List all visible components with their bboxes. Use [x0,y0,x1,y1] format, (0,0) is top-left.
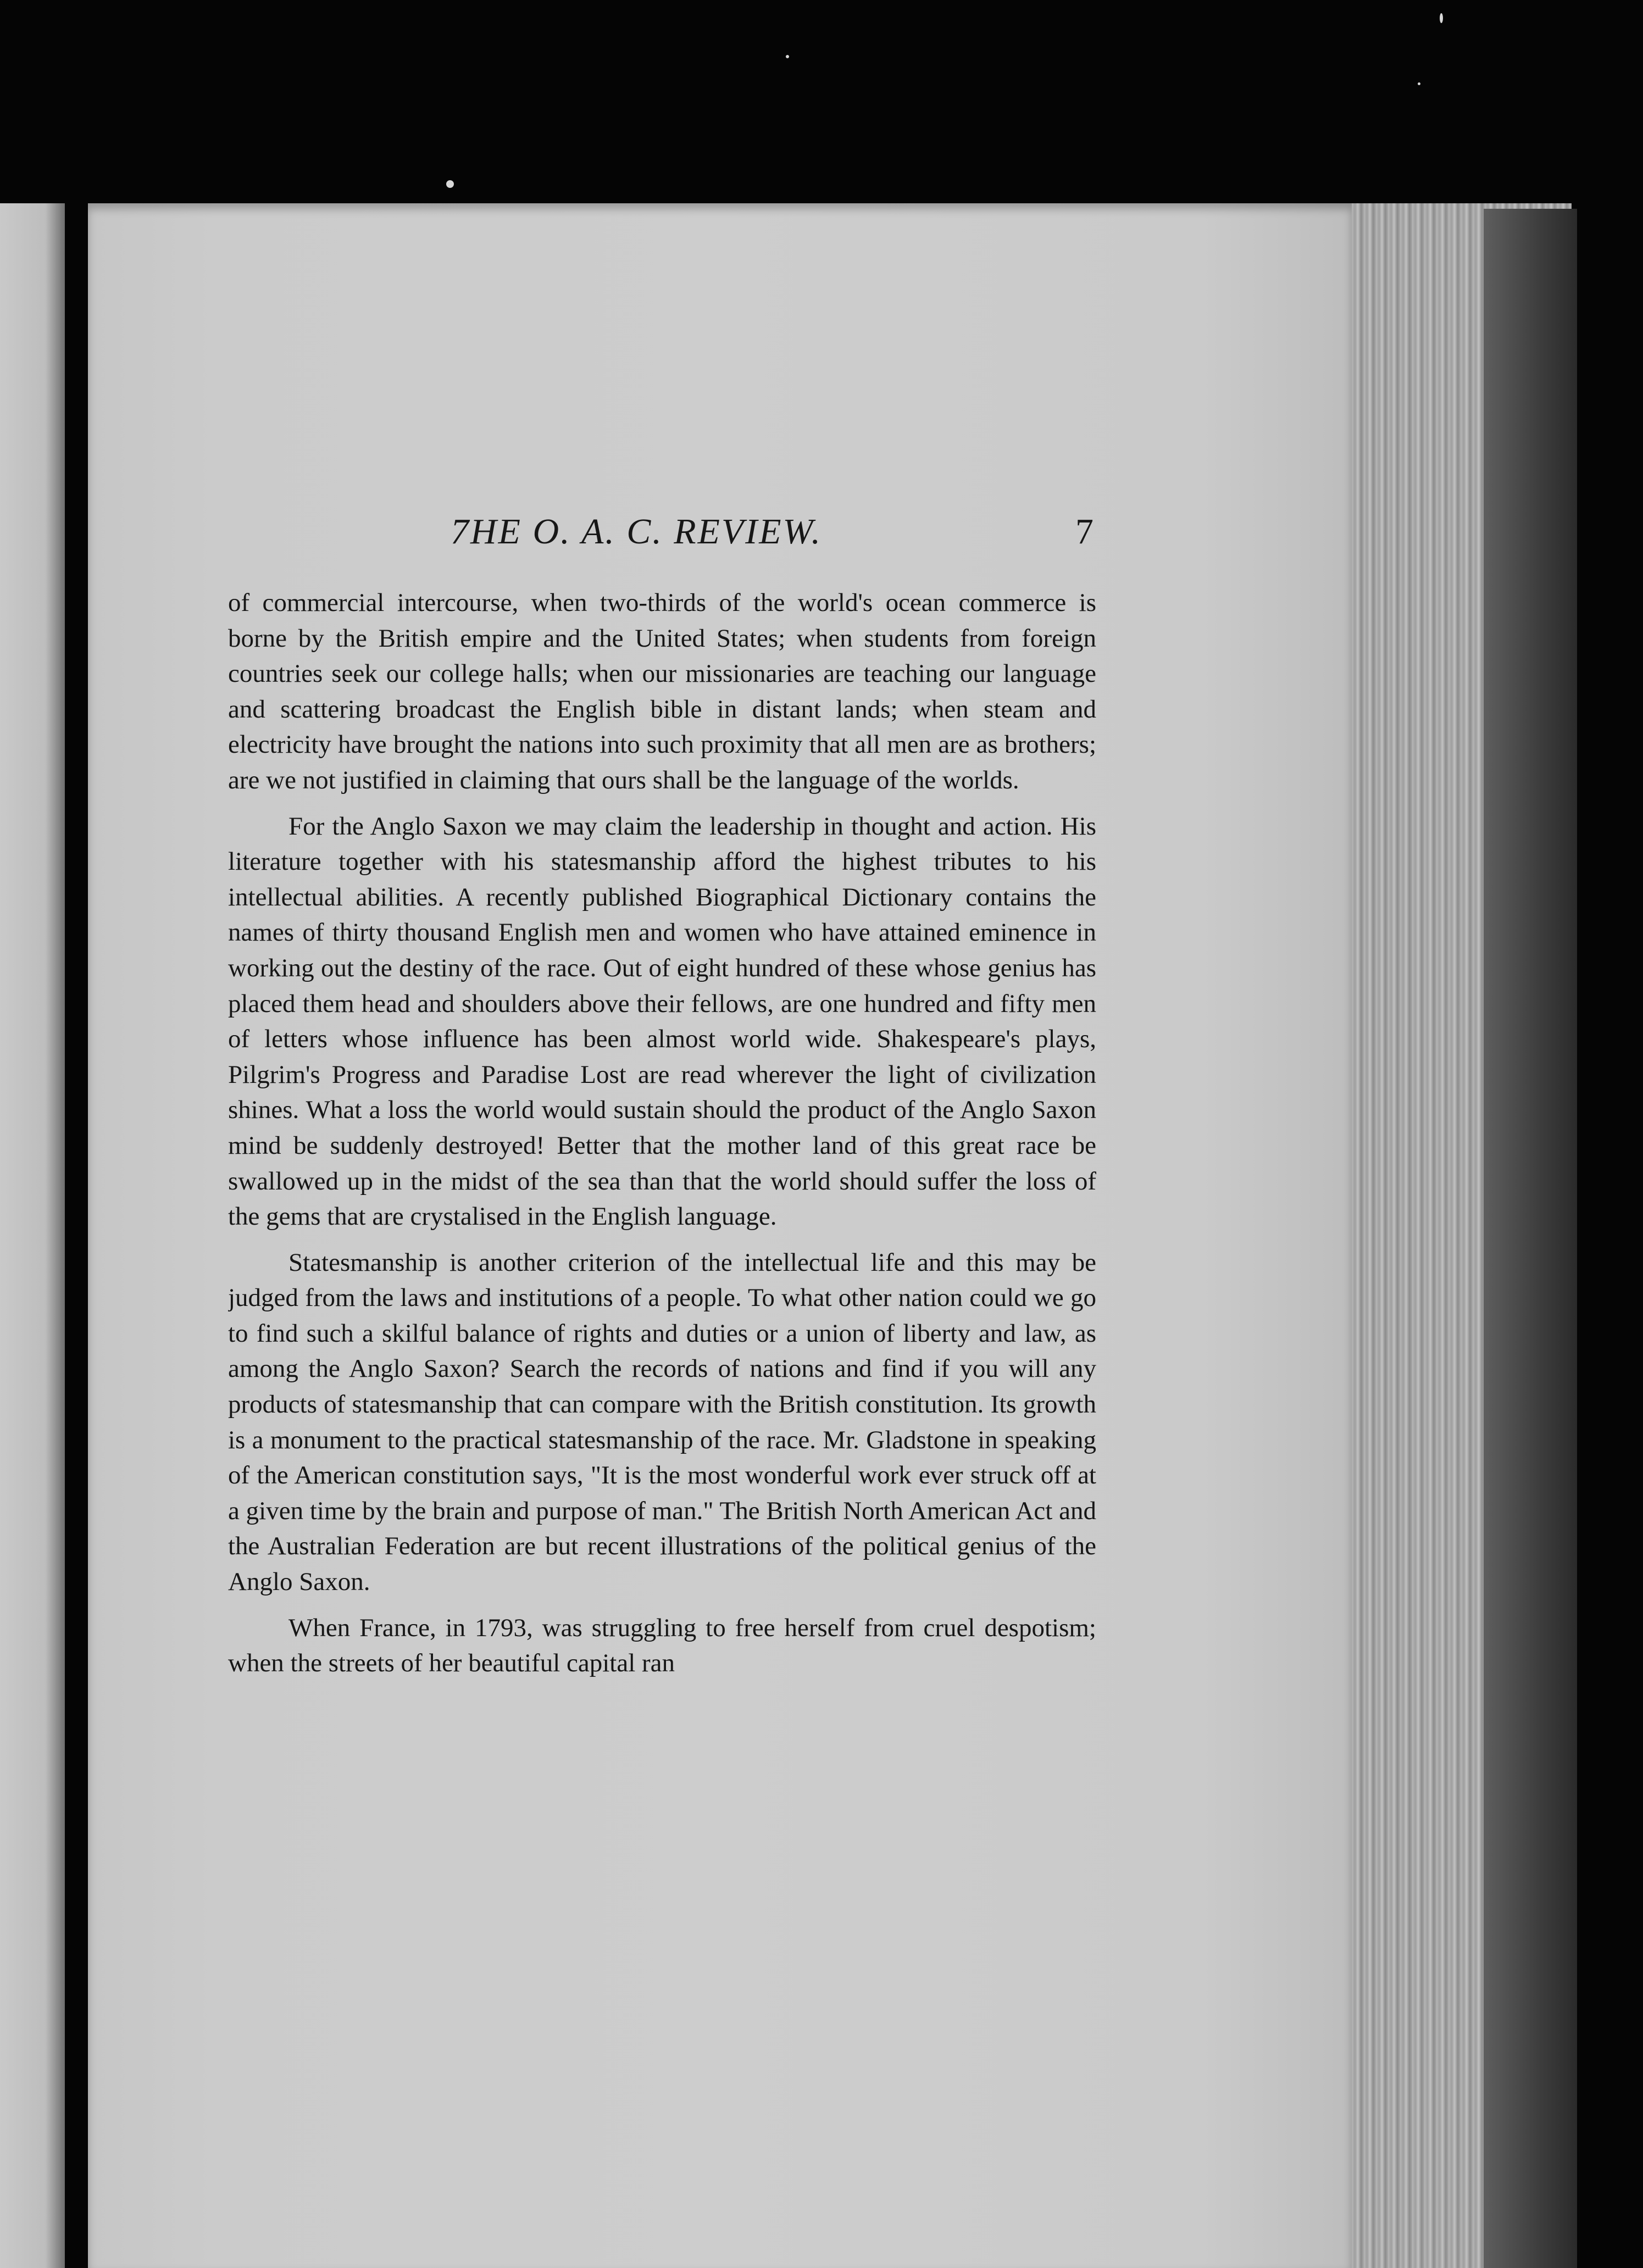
running-head: 7HE O. A. C. REVIEW. [451,512,822,552]
dust-speck [1440,13,1443,23]
paragraph: For the Anglo Saxon we may claim the leadership in thought and action. His literature together with his statesmanship afford the highest tributes to his intellectual abilities. A recently published Biographical Dictionary contains the names of thirty thousand English men and women who have attained eminence in working out the destiny of the race. Out of eight hundred of these whose genius has placed them head and shoulders above their fellows, are one hundred and fifty men of letters whose influence has been almost world wide. Shakespeare's plays, Pilgrim's Progress and Paradise Lost are read wherever the light of civilization shines. What a loss the world would sustain should the product of the Anglo Saxon mind be suddenly destroyed! Better that the mother land of this great race be swallowed up in the midst of the sea than that the world should suffer the loss of the gems that are crystalised in the English language. [228,811,1096,1231]
paragraph: Statesmanship is another criterion of the intellectual life and this may be judged from the laws and institutions of a people. To what other nation could we go to find such a skilful balance of rights and duties or a union of liberty and law, as among the Anglo Saxon? Search the records of nations and find if you will any products of statesmanship that can compare with the British constitution. Its growth is a monument to the practical statesmanship of the race. Mr. Gladstone in speaking of the American constitution says, "It is the most wonderful work ever struck off at a given time by the brain and purpose of man." The British North American Act and the Australian Federation are but recent illustrations of the political genius of the Anglo Saxon. [228,1248,1096,1597]
page-header [231,511,1094,571]
dust-speck [786,55,789,58]
facing-page-edge [0,203,65,2268]
dust-speck [1418,82,1420,85]
book-fore-edge-shadow [1484,209,1577,2268]
body-text [228,585,1096,2041]
paragraph: When France, in 1793, was struggling to free herself from cruel despotism; when the streets of her beautiful capital ran [228,1613,1096,1678]
page-number: 7 [1075,512,1094,552]
paragraph: of commercial intercourse, when two-thirds of the world's ocean commerce is borne by the British empire and the United States; when students from foreign countries seek our college halls; when our missionaries are teaching our language and scattering broadcast the English bible in distant lands; when steam and electricity have brought the nations into such proximity that all men are as brothers; are we not justified in claiming that ours shall be the language of the worlds. [228,588,1096,794]
dust-speck [446,180,454,188]
